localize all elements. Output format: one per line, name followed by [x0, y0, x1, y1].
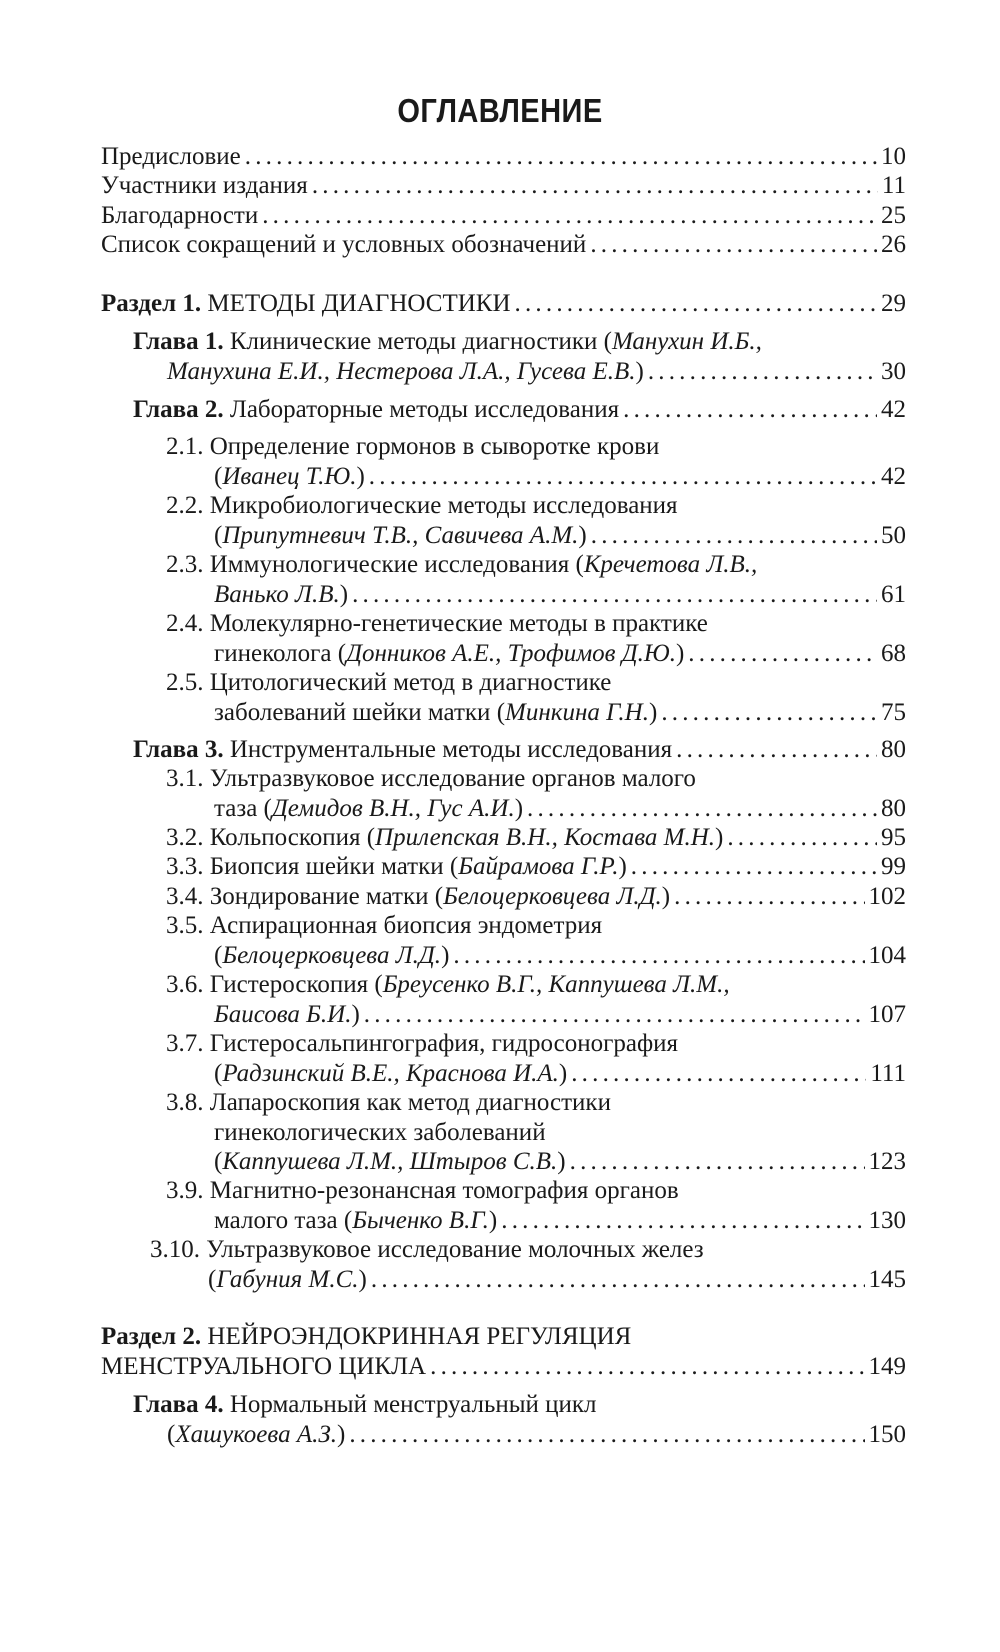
dot-leader: [631, 852, 877, 882]
item-number: 3.2.: [166, 824, 204, 851]
page-number: 95: [881, 824, 906, 851]
toc-item-3-10-line1[interactable]: 3.10. Ультразвуковое исследование молочных желез: [150, 1236, 704, 1263]
dot-leader: [590, 230, 877, 260]
item-number: 2.4.: [166, 610, 204, 637]
toc-chapter-3[interactable]: Глава 3. Инструментальные методы исследования ..... 80: [133, 735, 906, 765]
toc-item-3-6-line2[interactable]: Баисова Б.И.) ..... 107: [214, 1000, 906, 1030]
toc-item-2-2-line1[interactable]: 2.2. Микробиологические методы исследования: [166, 492, 678, 519]
toc-item-3-9-line2[interactable]: малого таза (Быченко В.Г.) ..... 130: [214, 1206, 906, 1236]
toc-item-2-3-line1[interactable]: 2.3. Иммунологические исследования (Кречетова Л.В.,: [166, 551, 758, 578]
toc-item-3-1-line2[interactable]: таза (Демидов В.Н., Гус А.И.) ..... 80: [214, 794, 906, 824]
toc-item-2-1-line1[interactable]: 2.1. Определение гормонов в сыворотке крови: [166, 433, 660, 460]
authors: Быченко В.Г.: [352, 1207, 489, 1234]
authors: Донников А.Е., Трофимов Д.Ю.: [346, 640, 676, 667]
page-number: 99: [881, 853, 906, 880]
toc-item-3-7-line1[interactable]: 3.7. Гистеросальпингография, гидросонография: [166, 1030, 679, 1057]
toc-section-1[interactable]: [101, 289, 906, 319]
toc-item-3-3[interactable]: 3.3. Биопсия шейки матки (Байрамова Г.Р.) ..... 99: [166, 852, 906, 882]
item-number: 3.5.: [166, 912, 204, 939]
item-number: 3.7.: [166, 1030, 204, 1057]
authors: Манухин И.Б.,: [611, 328, 762, 355]
page-number: 11: [881, 172, 906, 199]
toc-item-3-8-line2[interactable]: гинекологических заболеваний: [214, 1119, 546, 1146]
dot-leader: [591, 521, 877, 551]
page-title: ОГЛАВЛЕНИЕ: [397, 92, 603, 129]
toc-section-2-line2[interactable]: МЕНСТРУАЛЬНОГО ЦИКЛА ..... 149: [101, 1352, 906, 1382]
page-number: 25: [881, 202, 906, 229]
section-title: МЕТОДЫ ДИАГНОСТИКИ: [207, 290, 511, 317]
dot-leader: [371, 1265, 865, 1295]
dot-leader: [676, 735, 877, 765]
section-title: НЕЙРОЭНДОКРИННАЯ РЕГУЛЯЦИЯ: [207, 1323, 632, 1350]
dot-leader: [245, 142, 877, 172]
authors: Манухина Е.И., Нестерова Л.А., Гусева Е.В.: [167, 358, 636, 385]
toc-chapter-1-line2[interactable]: Манухина Е.И., Нестерова Л.А., Гусева Е.В.) ..... 30: [167, 357, 906, 387]
page-number: 75: [881, 699, 906, 726]
dot-leader: [648, 357, 877, 387]
page-number: 61: [881, 581, 906, 608]
dot-leader: [727, 823, 877, 853]
toc-item-3-7-line2[interactable]: (Радзинский В.Е., Краснова И.А.) ..... 111: [214, 1059, 906, 1089]
item-number: 3.10.: [150, 1236, 200, 1263]
dot-leader: [623, 395, 877, 425]
dot-leader: [570, 1147, 865, 1177]
page-number: 107: [868, 1001, 906, 1028]
toc-item-2-4-line2[interactable]: гинеколога (Донников А.Е., Трофимов Д.Ю.) ..... 68: [214, 639, 906, 669]
page-number: 130: [868, 1207, 906, 1234]
page-number: 26: [881, 231, 906, 258]
page-number: 42: [881, 396, 906, 423]
dot-leader: [430, 1352, 864, 1382]
toc-entry[interactable]: Список сокращений и условных обозначений ..... 26: [101, 230, 906, 260]
authors: Иванец Т.Ю.: [222, 463, 357, 490]
authors: Припутневич Т.В., Савичева А.М.: [222, 522, 579, 549]
authors: Ванько Л.В.: [214, 581, 340, 608]
toc-chapter-1-line1[interactable]: Глава 1. Клинические методы диагностики (Манухин И.Б.,: [133, 328, 762, 355]
toc-item-3-9-line1[interactable]: 3.9. Магнитно-резонансная томография органов: [166, 1177, 679, 1204]
chapter-label: Глава 1.: [133, 328, 224, 355]
authors: Прилепская В.Н., Костава М.Н.: [375, 824, 716, 851]
toc-chapter-2[interactable]: Глава 2. Лабораторные методы исследования ..... 42: [133, 395, 906, 425]
toc-item-2-3-line2[interactable]: Ванько Л.В.) ..... 61: [214, 580, 906, 610]
toc-item-3-5-line2[interactable]: (Белоцерковцева Л.Д.) ..... 104: [214, 941, 906, 971]
toc-item-3-8-line3[interactable]: (Каппушева Л.М., Штыров С.В.) ..... 123: [214, 1147, 906, 1177]
toc-item-2-4-line1[interactable]: 2.4. Молекулярно-генетические методы в практике: [166, 610, 708, 637]
dot-leader: [661, 698, 877, 728]
item-number: 3.8.: [166, 1089, 204, 1116]
authors: Демидов В.Н., Гус А.И.: [271, 795, 515, 822]
dot-leader: [453, 941, 864, 971]
dot-leader: [262, 201, 877, 231]
chapter-label: Глава 4.: [133, 1391, 224, 1418]
authors: Белоцерковцева Л.Д.: [222, 942, 442, 969]
toc-item-3-4[interactable]: 3.4. Зондирование матки (Белоцерковцева Л.Д.) ..... 102: [166, 882, 906, 912]
dot-leader: [352, 580, 877, 610]
page-number: 42: [881, 463, 906, 490]
toc-chapter-4-line1[interactable]: Глава 4. Нормальный менструальный цикл: [133, 1391, 597, 1418]
authors: Радзинский В.Е., Краснова И.А.: [222, 1060, 559, 1087]
dot-leader: [527, 794, 877, 824]
authors: Белоцерковцева Л.Д.: [443, 883, 662, 910]
dot-leader: [349, 1420, 864, 1450]
toc-entry[interactable]: Предисловие ..... 10: [101, 142, 906, 172]
page-number: 10: [881, 143, 906, 170]
dot-leader: [688, 639, 877, 669]
toc-item-3-10-line2[interactable]: (Габуния М.С.) ..... 145: [208, 1265, 906, 1295]
item-number: 2.2.: [166, 492, 204, 519]
section-label: Раздел 2.: [101, 1323, 202, 1350]
item-number: 3.3.: [166, 853, 204, 880]
section-label: Раздел 1.: [101, 290, 202, 317]
toc-item-3-6-line1[interactable]: 3.6. Гистероскопия (Бреусенко В.Г., Каппушева Л.М.,: [166, 971, 730, 998]
authors: Габуния М.С.: [216, 1266, 359, 1293]
dot-leader: [571, 1059, 866, 1089]
authors: Бреусенко В.Г., Каппушева Л.М.,: [382, 971, 730, 998]
toc-entry[interactable]: Участники издания ..... 11: [101, 171, 906, 201]
toc-item-3-5-line1[interactable]: 3.5. Аспирационная биопсия эндометрия: [166, 912, 603, 939]
item-number: 2.1.: [166, 433, 204, 460]
page-number: 80: [881, 795, 906, 822]
page-number: 150: [868, 1421, 906, 1448]
toc-item-3-1-line1[interactable]: 3.1. Ультразвуковое исследование органов малого: [166, 765, 696, 792]
authors: Баисова Б.И.: [214, 1001, 352, 1028]
dot-leader: [312, 171, 878, 201]
page-number: 68: [881, 640, 906, 667]
toc-item-2-5-line2[interactable]: заболеваний шейки матки (Минкина Г.Н.) ..... 75: [214, 698, 906, 728]
page-number: 50: [881, 522, 906, 549]
page-number: 111: [870, 1060, 906, 1087]
item-number: 3.4.: [166, 883, 204, 910]
authors: Каппушева Л.М., Штыров С.В.: [222, 1148, 558, 1175]
page-number: 30: [881, 358, 906, 385]
page-number: 149: [868, 1353, 906, 1380]
authors: Кречетова Л.В.,: [583, 551, 758, 578]
page-number: 29: [881, 290, 906, 317]
chapter-label: Глава 2.: [133, 396, 224, 423]
item-number: 3.1.: [166, 765, 204, 792]
page-number: 145: [868, 1266, 906, 1293]
item-number: 2.5.: [166, 669, 204, 696]
authors: Байрамова Г.Р.: [458, 853, 619, 880]
authors: Хашукоева А.З.: [175, 1421, 337, 1448]
item-number: 2.3.: [166, 551, 204, 578]
authors: Минкина Г.Н.: [505, 699, 649, 726]
dot-leader: [674, 882, 864, 912]
dot-leader: [501, 1206, 864, 1236]
page-number: 80: [881, 736, 906, 763]
dot-leader: [515, 289, 877, 319]
toc-item-3-8-line1[interactable]: 3.8. Лапароскопия как метод диагностики: [166, 1089, 611, 1116]
dot-leader: [369, 462, 877, 492]
toc-entry[interactable]: Благодарности ..... 25: [101, 201, 906, 231]
page-number: 102: [868, 883, 906, 910]
page-number: 123: [868, 1148, 906, 1175]
toc-item-2-2-line2[interactable]: (Припутневич Т.В., Савичева А.М.) ..... 50: [214, 521, 906, 551]
toc-section-2-line1[interactable]: [101, 1322, 631, 1352]
chapter-label: Глава 3.: [133, 736, 224, 763]
dot-leader: [364, 1000, 865, 1030]
toc-chapter-4-line2[interactable]: (Хашукоева А.З.) ..... 150: [167, 1420, 906, 1450]
toc-item-2-1-line2[interactable]: (Иванец Т.Ю.) ..... 42: [214, 462, 906, 492]
toc-item-3-2[interactable]: 3.2. Кольпоскопия (Прилепская В.Н., Костава М.Н.) ..... 95: [166, 823, 906, 853]
page-number: 104: [868, 942, 906, 969]
item-number: 3.6.: [166, 971, 204, 998]
item-number: 3.9.: [166, 1177, 204, 1204]
toc-item-2-5-line1[interactable]: 2.5. Цитологический метод в диагностике: [166, 669, 612, 696]
